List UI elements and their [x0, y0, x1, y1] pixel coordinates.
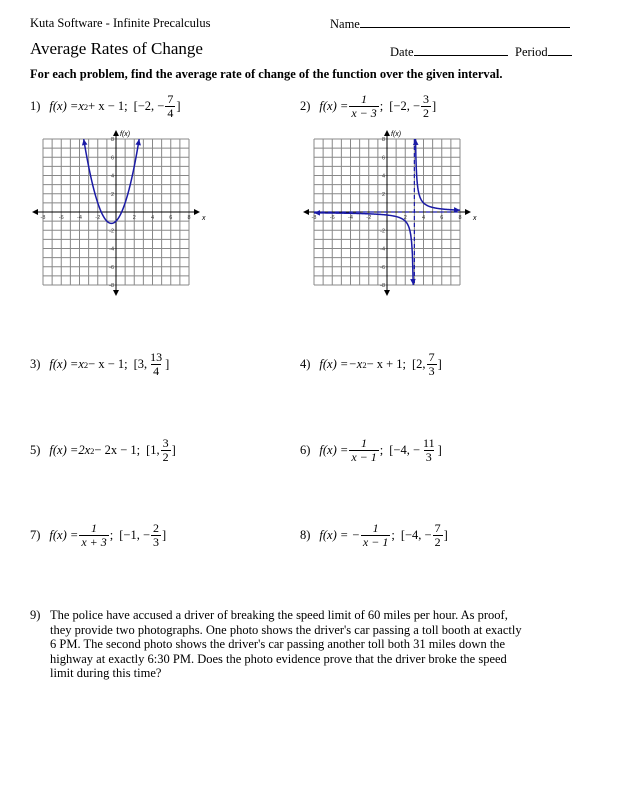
- expr-rest: − 2x − 1;: [94, 443, 141, 457]
- graph-problem-2: [299, 126, 479, 298]
- problem-1: [30, 93, 181, 120]
- y-tick-label: -4: [380, 246, 385, 253]
- curve-arrow-icon: [82, 139, 88, 145]
- problem-6: [300, 437, 442, 464]
- denominator: x + 3: [81, 535, 107, 549]
- x-tick-label: -6: [58, 215, 64, 221]
- x-tick-label: 8: [458, 215, 462, 221]
- y-tick-label: -2: [380, 228, 385, 235]
- function-lhs: f(x) =: [49, 99, 79, 113]
- problem-5: [30, 437, 176, 464]
- function-lhs: f(x) =: [319, 357, 349, 371]
- exponent: 2: [90, 445, 95, 456]
- y-tick-label: 4: [110, 173, 114, 180]
- expr-term: 2x: [78, 443, 91, 457]
- curve-arrow-icon: [413, 139, 419, 145]
- problem-8: [300, 522, 448, 549]
- numerator: 13: [150, 350, 163, 364]
- x-axis-left-arrow-icon: [303, 209, 309, 215]
- y-axis-down-arrow-icon: [113, 290, 119, 296]
- x-tick-label: -4: [77, 215, 82, 221]
- function-fraction: [79, 522, 108, 549]
- y-tick-label: 8: [110, 137, 114, 143]
- numerator: 2: [153, 521, 160, 535]
- denominator: 2: [434, 535, 441, 549]
- interval-close: ]: [437, 357, 442, 371]
- x-tick-label: -6: [329, 215, 335, 221]
- denominator: 4: [153, 364, 160, 378]
- x-tick-label: 4: [150, 215, 155, 221]
- date-blank[interactable]: [414, 44, 508, 56]
- denominator: 3: [428, 364, 435, 378]
- problem-number: 4): [300, 357, 311, 371]
- denominator: x − 1: [362, 535, 389, 549]
- x-axis-left-arrow-icon: [32, 209, 38, 215]
- expr-term: x: [78, 357, 84, 371]
- separator: ;: [391, 528, 395, 542]
- numerator: 3: [423, 92, 430, 106]
- separator: ;: [109, 528, 114, 542]
- interval-fraction: [148, 351, 164, 378]
- y-axis-down-arrow-icon: [384, 290, 390, 296]
- problem-7: [30, 522, 166, 549]
- y-tick-label: -6: [109, 264, 114, 271]
- interval-close: ]: [162, 528, 167, 542]
- x-tick-label: -4: [348, 215, 353, 221]
- function-curve: [416, 139, 460, 210]
- numerator: 7: [167, 92, 174, 106]
- exponent: 2: [83, 101, 89, 112]
- instructions: For each problem, find the average rate of change of the function over the given interval.: [30, 67, 503, 81]
- y-tick-label: -8: [380, 283, 385, 289]
- y-tick-label: 2: [381, 191, 385, 198]
- function-lhs: f(x) =: [49, 357, 79, 371]
- numerator: 1: [372, 521, 379, 535]
- interval-fraction: [165, 93, 175, 120]
- problem-number: 7): [30, 528, 41, 542]
- problem-number: 3): [30, 357, 41, 371]
- interval-fraction: [161, 437, 171, 464]
- y-tick-label: -8: [109, 283, 114, 289]
- x-tick-label: 6: [440, 215, 444, 221]
- interval-close: ]: [432, 99, 437, 113]
- word-problem-text: The police have accused a driver of breaking the speed limit of 60 miles per hour. As proof, they provide two photographs. One photo shows the driver's car passing a toll booth at exactly 6 PM. The second photo shows the driver's car passing another toll both 31 miles down the highway at exactly 6:30 PM. Does the photo evidence prove that the driver broke the speed limit during this time?: [50, 608, 522, 680]
- denominator: 3: [153, 535, 160, 549]
- expr-term: −x: [348, 357, 363, 371]
- denominator: 2: [423, 106, 430, 120]
- problem-2: [300, 93, 436, 120]
- interval-fraction: [421, 437, 437, 464]
- expr-term: x: [78, 99, 84, 113]
- numerator: 1: [361, 92, 368, 106]
- interval-open: [−2, −: [389, 99, 421, 113]
- date-label: Date: [390, 45, 414, 59]
- period-label: Period: [515, 45, 548, 59]
- denominator: x − 3: [351, 106, 377, 120]
- interval-open: [3,: [133, 357, 148, 371]
- numerator: 7: [428, 350, 435, 364]
- name-label: Name: [330, 17, 360, 31]
- problem-number: 5): [30, 443, 41, 457]
- name-blank[interactable]: [360, 16, 570, 28]
- function-lhs: f(x) =: [319, 99, 349, 113]
- function-lhs: f(x) =: [49, 443, 79, 457]
- y-tick-label: 6: [110, 155, 114, 162]
- y-tick-label: 6: [381, 155, 385, 162]
- expr-rest: − x + 1;: [366, 357, 407, 371]
- interval-open: [1,: [146, 443, 160, 457]
- function-fraction: [349, 93, 378, 120]
- x-axis-label: x: [473, 215, 477, 222]
- numerator: 3: [162, 436, 169, 450]
- problem-4: [300, 351, 442, 378]
- interval-open: [−4, −: [389, 443, 421, 457]
- x-axis-label: x: [202, 215, 206, 222]
- function-lhs: f(x) =: [49, 528, 79, 542]
- y-tick-label: -6: [380, 264, 385, 271]
- x-tick-label: 4: [421, 215, 426, 221]
- interval-open: [−2, −: [133, 99, 165, 113]
- x-tick-label: 6: [169, 215, 173, 221]
- x-tick-label: 2: [403, 215, 407, 221]
- function-fraction: [349, 437, 378, 464]
- date-field[interactable]: [390, 44, 508, 60]
- x-tick-label: -8: [311, 215, 317, 221]
- function-lhs: f(x) = −: [319, 528, 360, 542]
- name-field[interactable]: [330, 16, 570, 32]
- numerator: 1: [361, 436, 368, 450]
- denominator: 2: [162, 450, 169, 464]
- y-tick-label: 4: [381, 173, 385, 180]
- y-axis-up-arrow-icon: [384, 130, 390, 136]
- y-axis-label: f(x): [391, 131, 402, 138]
- function-curve: [84, 139, 139, 223]
- problem-9: [30, 608, 530, 681]
- curve-arrow-icon: [135, 139, 141, 145]
- page-title: Average Rates of Change: [30, 39, 203, 58]
- problem-number: 8): [300, 528, 311, 542]
- separator: ;: [379, 443, 384, 457]
- problem-number: 1): [30, 99, 41, 113]
- interval-close: ]: [176, 99, 181, 113]
- x-axis-right-arrow-icon: [194, 209, 200, 215]
- interval-close: ]: [171, 443, 176, 457]
- x-tick-label: -8: [40, 215, 46, 221]
- separator: ;: [379, 99, 384, 113]
- y-axis-label: f(x): [120, 131, 131, 138]
- denominator: 3: [425, 450, 432, 464]
- interval-fraction: [427, 351, 437, 378]
- x-tick-label: 2: [132, 215, 136, 221]
- numerator: 11: [423, 436, 435, 450]
- y-tick-label: -4: [109, 246, 114, 253]
- interval-fraction: [421, 93, 431, 120]
- interval-close: ]: [443, 528, 448, 542]
- x-axis-right-arrow-icon: [465, 209, 471, 215]
- expr-rest: − x − 1;: [88, 357, 128, 371]
- exponent: 2: [362, 359, 367, 370]
- software-label: Kuta Software - Infinite Precalculus: [30, 16, 211, 30]
- interval-open: [−4, −: [400, 528, 432, 542]
- interval-close: ]: [437, 443, 442, 457]
- interval-fraction: [151, 522, 161, 549]
- denominator: x − 1: [351, 450, 377, 464]
- problem-3: [30, 351, 169, 378]
- y-tick-label: 2: [110, 191, 114, 198]
- interval-open: [2,: [412, 357, 426, 371]
- period-blank[interactable]: [548, 44, 572, 56]
- y-tick-label: -2: [109, 228, 114, 235]
- interval-close: ]: [165, 357, 170, 371]
- graph-problem-1: [28, 126, 208, 298]
- x-tick-label: -2: [95, 215, 101, 221]
- y-axis-up-arrow-icon: [113, 130, 119, 136]
- problem-number: 2): [300, 99, 311, 113]
- exponent: 2: [83, 359, 89, 370]
- y-tick-label: 8: [381, 137, 385, 143]
- x-tick-label: 8: [187, 215, 191, 221]
- numerator: 1: [91, 521, 98, 535]
- interval-open: [−1, −: [119, 528, 151, 542]
- interval-fraction: [433, 522, 443, 549]
- problem-number: 6): [300, 443, 311, 457]
- period-field[interactable]: [515, 44, 572, 60]
- function-lhs: f(x) =: [319, 443, 349, 457]
- function-fraction: [361, 522, 390, 549]
- denominator: 4: [167, 106, 174, 120]
- x-tick-label: -2: [366, 215, 372, 221]
- numerator: 7: [434, 521, 441, 535]
- problem-number: 9): [30, 608, 41, 622]
- expr-rest: + x − 1;: [88, 99, 128, 113]
